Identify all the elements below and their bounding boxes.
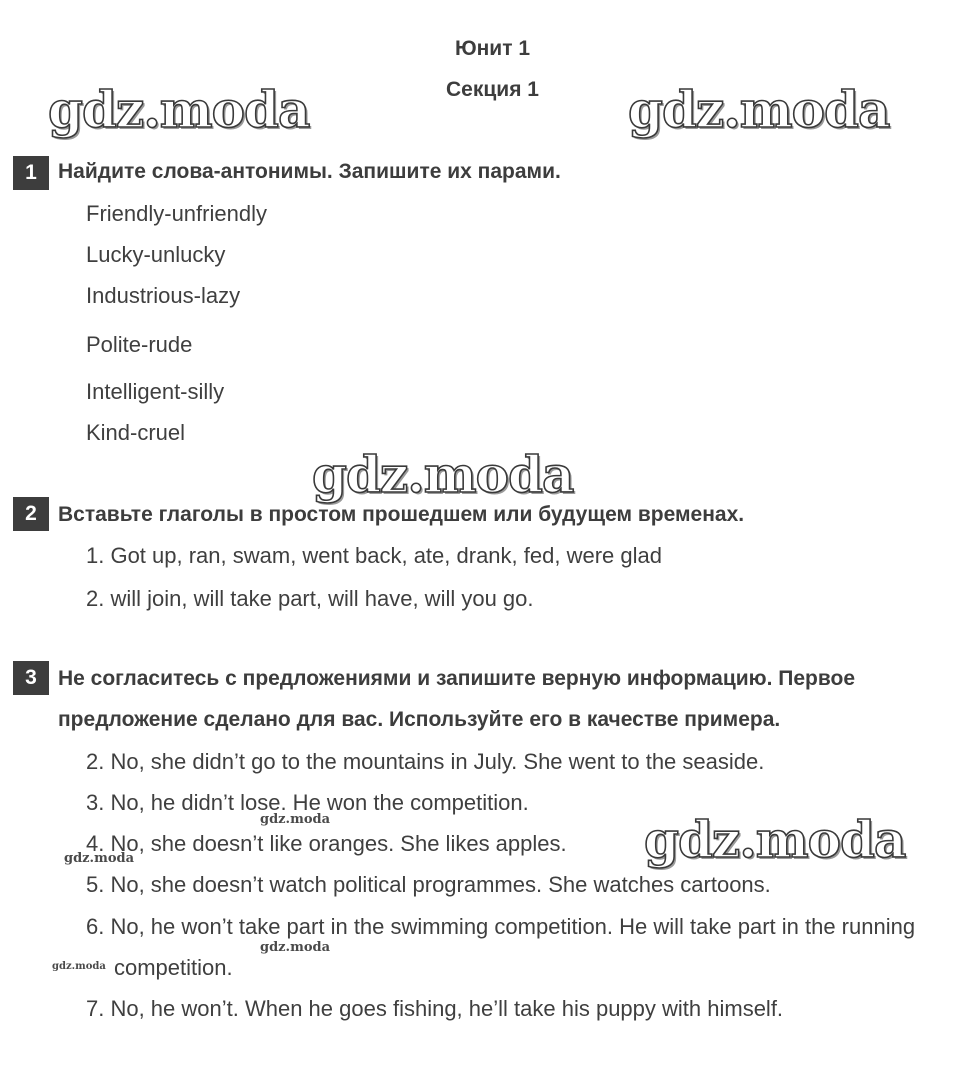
answer-line: Industrious-lazy <box>86 283 241 308</box>
answer-line: Friendly-unfriendly <box>86 201 267 226</box>
task-number-badge: 2 <box>13 497 49 531</box>
task-title-continuation: предложение сделано для вас. Используйте его в качестве примера. <box>58 708 781 731</box>
answer-line: 2. No, she didn’t go to the mountains in July. She went to the seaside. <box>86 749 765 774</box>
section-title: Секция 1 <box>446 78 539 101</box>
watermark-small: gdz.moda <box>52 961 106 972</box>
answer-line: Intelligent-silly <box>86 379 225 404</box>
task-number-badge: 1 <box>13 156 49 190</box>
watermark-logo: gdz.moda <box>628 80 890 139</box>
watermark-logo: gdz.moda <box>48 80 310 139</box>
answer-line: 1. Got up, ran, swam, went back, ate, drank, fed, were glad <box>86 543 662 568</box>
answer-line: 5. No, she doesn’t watch political programmes. She watches cartoons. <box>86 872 771 897</box>
watermark-small: gdz.moda <box>260 940 331 955</box>
task-title: Не согласитесь с предложениями и запишите верную информацию. Первое <box>58 667 856 690</box>
answer-line: Lucky-unlucky <box>86 242 226 267</box>
answer-line: Kind-cruel <box>86 420 186 445</box>
answer-line: 7. No, he won’t. When he goes fishing, he’ll take his puppy with himself. <box>86 996 784 1021</box>
watermark-small: gdz.moda <box>260 812 331 827</box>
unit-title: Юнит 1 <box>454 37 531 60</box>
answer-line: 6. No, he won’t take part in the swimming competition. He will take part in the running <box>86 914 916 939</box>
task-title: Найдите слова-антонимы. Запишите их парами. <box>58 160 561 183</box>
answer-line: 4. No, she doesn’t like oranges. She likes apples. <box>86 831 567 856</box>
watermark-logo: gdz.moda <box>312 445 574 504</box>
answer-line: 2. will join, will take part, will have, will you go. <box>86 586 534 611</box>
watermark-logo: gdz.moda <box>644 810 906 869</box>
answer-line: Polite-rude <box>86 332 193 357</box>
answer-line-continuation: competition. <box>114 955 233 980</box>
task-title: Вставьте глаголы в простом прошедшем или будущем временах. <box>58 503 745 526</box>
task-number-badge: 3 <box>13 661 49 695</box>
answer-line: 3. No, he didn’t lose. He won the competition. <box>86 790 529 815</box>
watermark-small: gdz.moda <box>64 851 135 866</box>
